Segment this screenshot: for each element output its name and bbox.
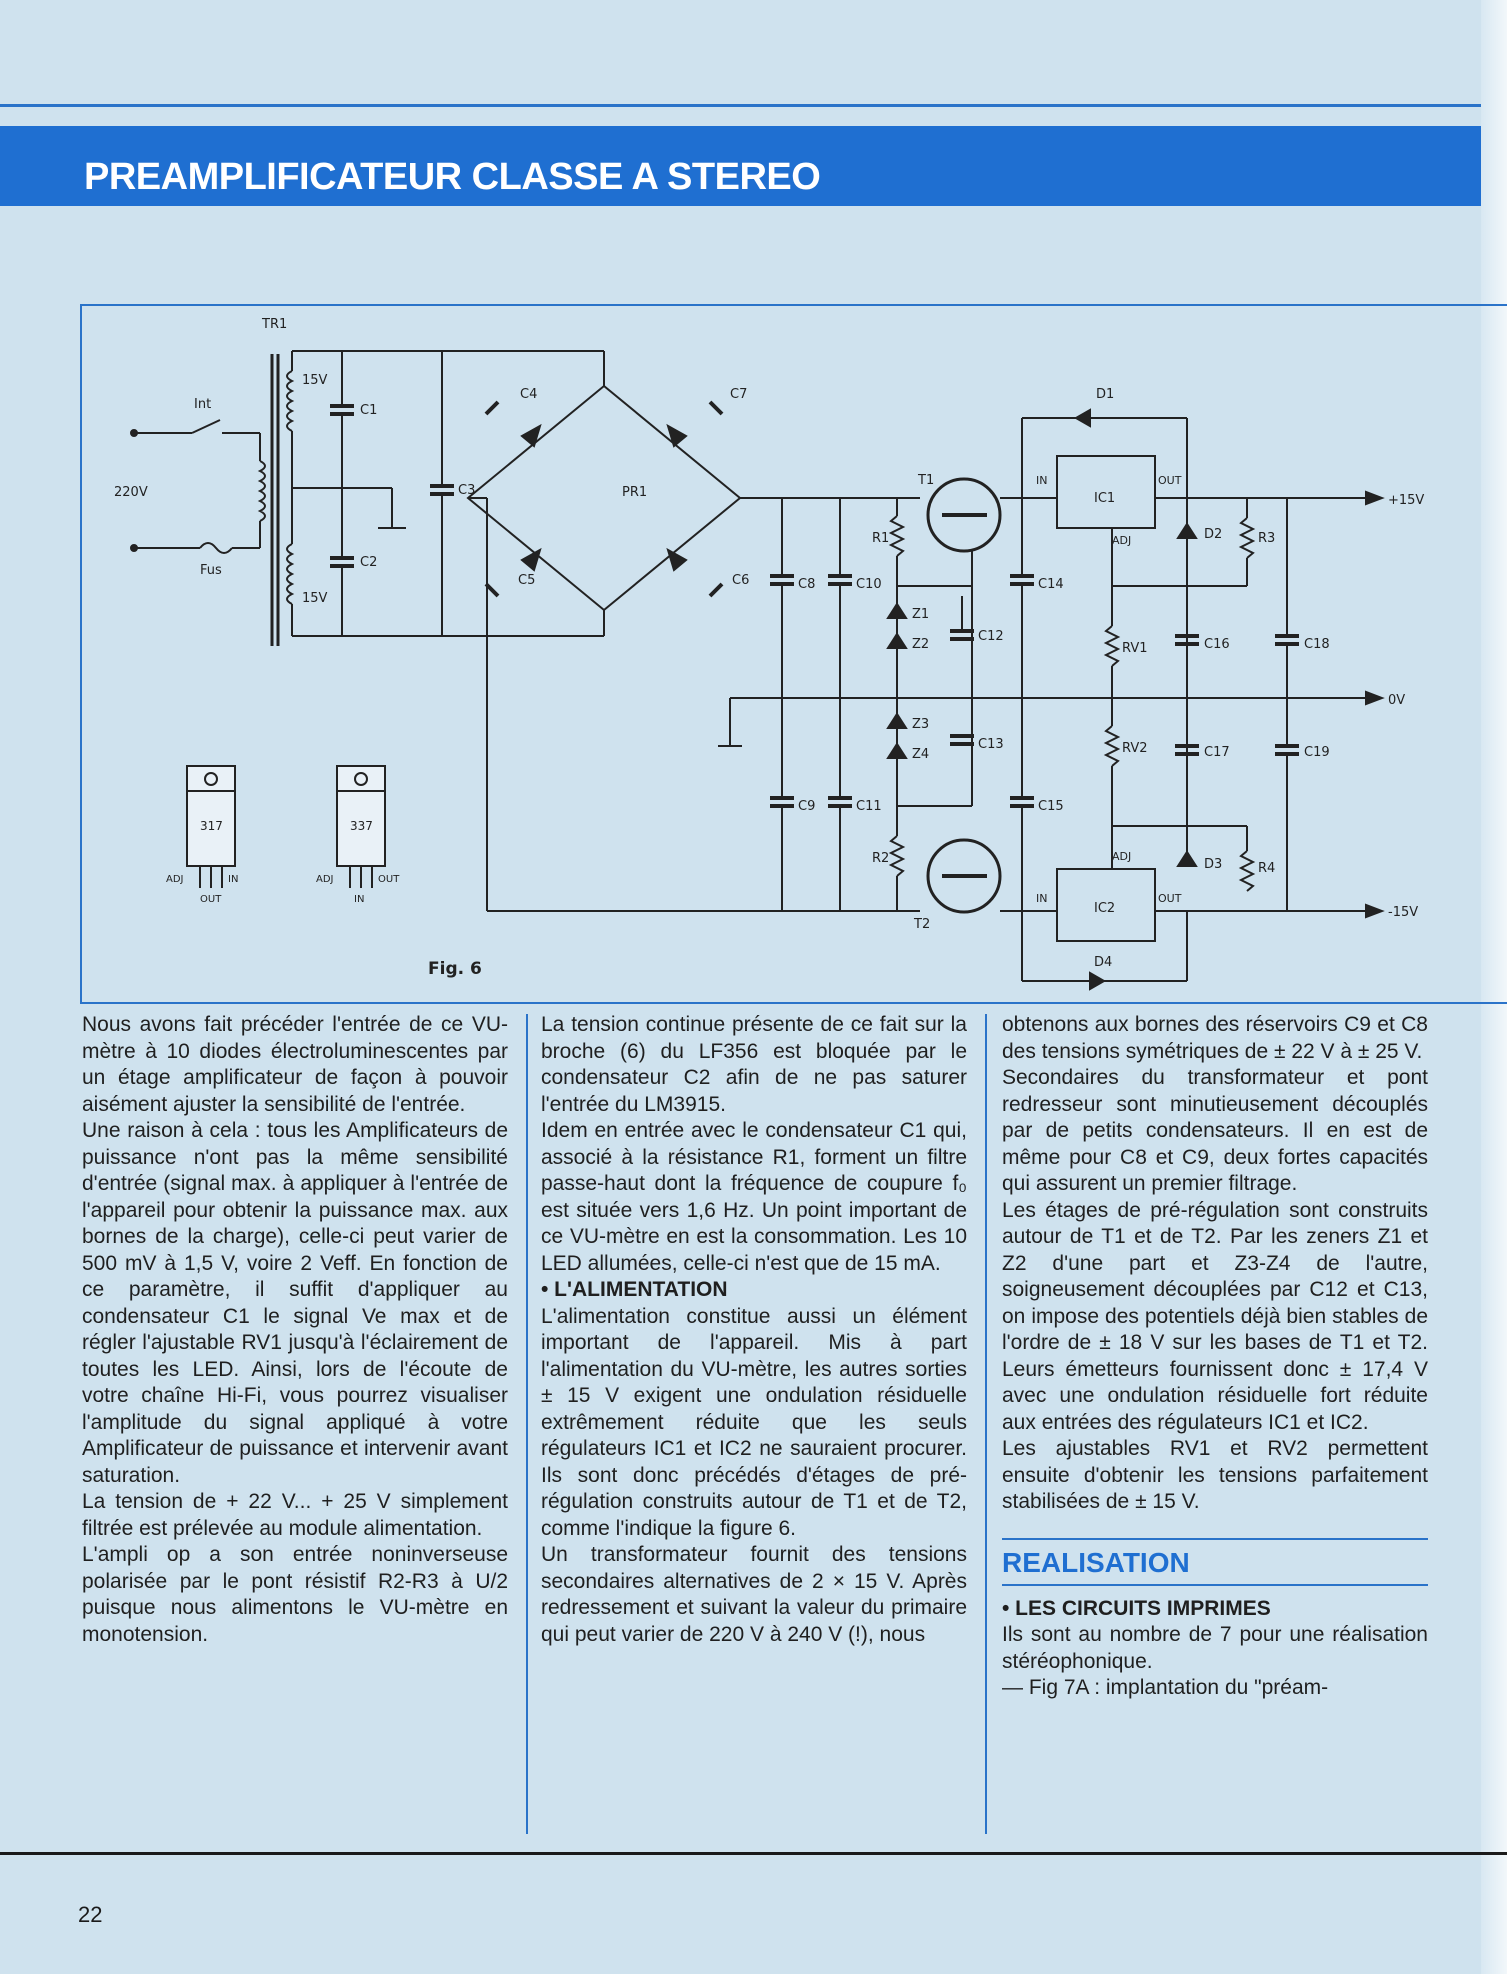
label-t1: T1 [918,473,935,488]
label-c17: C17 [1204,745,1230,760]
label-220v: 220V [114,485,148,500]
subheading-circuits-imprimes: • LES CIRCUITS IMPRIMES [1002,1596,1271,1620]
label-317-adj: ADJ [166,874,184,885]
label-rv2: RV2 [1122,741,1148,756]
column-rule [985,1014,987,1834]
power-supply-schematic [82,306,1507,1002]
label-fus: Fus [200,563,222,578]
label-r3: R3 [1258,531,1276,546]
paragraph: obtenons aux bornes des réservoirs C9 et C8 des tensions symétriques de ± 22 V à ± 25 V. [1002,1013,1428,1063]
label-c15: C15 [1038,799,1064,814]
label-d1: D1 [1096,387,1115,402]
label-c10: C10 [856,577,882,592]
label-d3: D3 [1204,857,1223,872]
figure-6 [80,304,1507,1004]
label-c8: C8 [798,577,816,592]
text-column-1 [82,1012,508,1648]
label-z4: Z4 [912,747,930,762]
label-337-in: IN [354,894,365,905]
label-c13: C13 [978,737,1004,752]
paragraph: Idem en entrée avec le condensateur C1 qui, associé à la résistance R1, forment un filtre passe-haut dont la fréquence de coupure f₀ est située vers 1,6 Hz. Un point important de ce VU-mètre en est la consommation. Les 10 LED allumées, celle-ci n'est que de 15 mA. [541,1119,967,1275]
label-ic1-adj: ADJ [1112,534,1132,547]
label-c18: C18 [1304,637,1330,652]
label-plus15v: +15V [1388,493,1425,508]
paragraph: Une raison à cela : tous les Amplificateurs de puissance n'ont pas la même sensibilité d'entrée (signal max. à appliquer à l'entrée de l'appareil pour obtenir la puissance max. aux bornes de la charge), celle-ci peut varier de 500 mV à 1,5 V, voire 2 Veff. En fonction de ce paramètre, il suffit d'appliquer au condensateur C1 le signal Ve max et de régler l'ajustable RV1 jusqu'à l'éclairement de toutes les LED. Ainsi, lors de l'écoute de votre chaîne Hi-Fi, vous pourrez visualiser l'amplitude du signal appliqué à votre Amplificateur de puissance et intervenir avant saturation. [82,1119,508,1487]
label-337-out: OUT [378,874,400,885]
label-15v-a: 15V [302,373,328,388]
top-rule [0,104,1507,107]
label-c6: C6 [732,573,750,588]
paragraph: La tension continue présente de ce fait sur la broche (6) du LF356 est bloquée par le condensateur C2 afin de ne pas saturer l'entrée du LM3915. [541,1013,967,1116]
page-number: 22 [78,1902,103,1927]
label-z1: Z1 [912,607,930,622]
text-column-3 [1002,1012,1428,1702]
label-c9: C9 [798,799,816,814]
label-r4: R4 [1258,861,1276,876]
label-317-out: OUT [200,894,222,905]
label-c12: C12 [978,629,1004,644]
label-c1: C1 [360,403,378,418]
paragraph: Un transformateur fournit des tensions secondaires alternatives de 2 × 15 V. Après redressement et suivant la valeur du primaire qui peut varier de 220 V à 240 V (!), nous [541,1543,967,1646]
label-15v-b: 15V [302,591,328,606]
column-rule [526,1014,528,1834]
label-r2: R2 [872,851,890,866]
label-tr1: TR1 [262,317,288,332]
figure-caption: Fig. 6 [428,959,482,979]
label-d4: D4 [1094,955,1113,970]
label-c7: C7 [730,387,748,402]
label-317: 317 [200,819,223,833]
label-z3: Z3 [912,717,930,732]
title-banner [0,126,1507,206]
paragraph: Ils sont au nombre de 7 pour une réalisation stéréophonique. [1002,1623,1428,1673]
paragraph: Les ajustables RV1 et RV2 permettent ensuite d'obtenir les tensions parfaitement stabilisées de ± 15 V. [1002,1437,1428,1513]
label-c2: C2 [360,555,378,570]
paragraph: Nous avons fait précéder l'entrée de ce VU-mètre à 10 diodes électroluminescentes par un étage amplificateur de façon à pouvoir aisément ajuster la sensibilité de l'entrée. [82,1013,508,1116]
label-t2: T2 [914,917,931,932]
label-0v: 0V [1388,693,1406,708]
label-r1: R1 [872,531,890,546]
text-column-2 [541,1012,967,1648]
label-c11: C11 [856,799,882,814]
label-minus15v: -15V [1388,905,1419,920]
bottom-rule [0,1852,1507,1855]
paragraph: La tension de + 22 V... + 25 V simplement filtrée est prélevée au module alimentation. [82,1490,508,1540]
label-d2: D2 [1204,527,1223,542]
label-c3: C3 [458,483,476,498]
paragraph: — Fig 7A : implantation du "préam- [1002,1676,1329,1699]
label-c19: C19 [1304,745,1330,760]
label-c14: C14 [1038,577,1064,592]
label-int: Int [194,397,212,412]
section-title-realisation: REALISATION [1002,1538,1428,1586]
label-ic2: IC2 [1094,901,1116,916]
label-c5: C5 [518,573,536,588]
label-pr1: PR1 [622,485,648,500]
label-337: 337 [350,819,373,833]
label-ic2-in: IN [1036,892,1048,905]
label-c16: C16 [1204,637,1230,652]
paragraph: Secondaires du transformateur et pont redresseur sont minutieusement découplés par de petits condensateurs. Il en est de même pour C8 et C9, deux fortes capacités qui assurent un premier filtrage. [1002,1066,1428,1195]
label-z2: Z2 [912,637,930,652]
label-ic2-adj: ADJ [1112,850,1132,863]
label-ic1-in: IN [1036,474,1048,487]
label-ic1-out: OUT [1158,474,1182,487]
label-337-adj: ADJ [316,874,334,885]
label-c4: C4 [520,387,538,402]
label-317-in: IN [228,874,239,885]
subheading-alimentation: • L'ALIMENTATION [541,1278,728,1301]
paragraph: L'ampli op a son entrée noninverseuse polarisée par le pont résistif R2-R3 à U/2 puisque nous alimentons le VU-mètre en monotension. [82,1543,508,1646]
paragraph: L'alimentation constitue aussi un élément important de l'appareil. Mis à part l'alimentation du VU-mètre, les autres sorties ± 15 V exigent une ondulation résiduelle extrêmement réduite que les seuls régulateurs IC1 et IC2 ne sauraient procurer. Ils sont donc précédés d'étages de pré-régulation construits autour de T1 et de T2, comme l'indique la figure 6. [541,1304,967,1540]
label-rv1: RV1 [1122,641,1148,656]
label-ic2-out: OUT [1158,892,1182,905]
page-title: PREAMPLIFICATEUR CLASSE A STEREO [84,156,821,198]
label-ic1: IC1 [1094,491,1116,506]
paragraph: Les étages de pré-régulation sont construits autour de T1 et de T2. Par les zeners Z1 et Z2 d'une part et Z3-Z4 de l'autre, soigneusement découplées par C12 et C13, on impose des potentiels déjà bien stables de l'ordre de ± 18 V sur les bases de T1 et T2. Leurs émetteurs fournissent donc ± 17,4 V avec une ondulation résiduelle fort réduite aux entrées des régulateurs IC1 et IC2. [1002,1198,1428,1434]
